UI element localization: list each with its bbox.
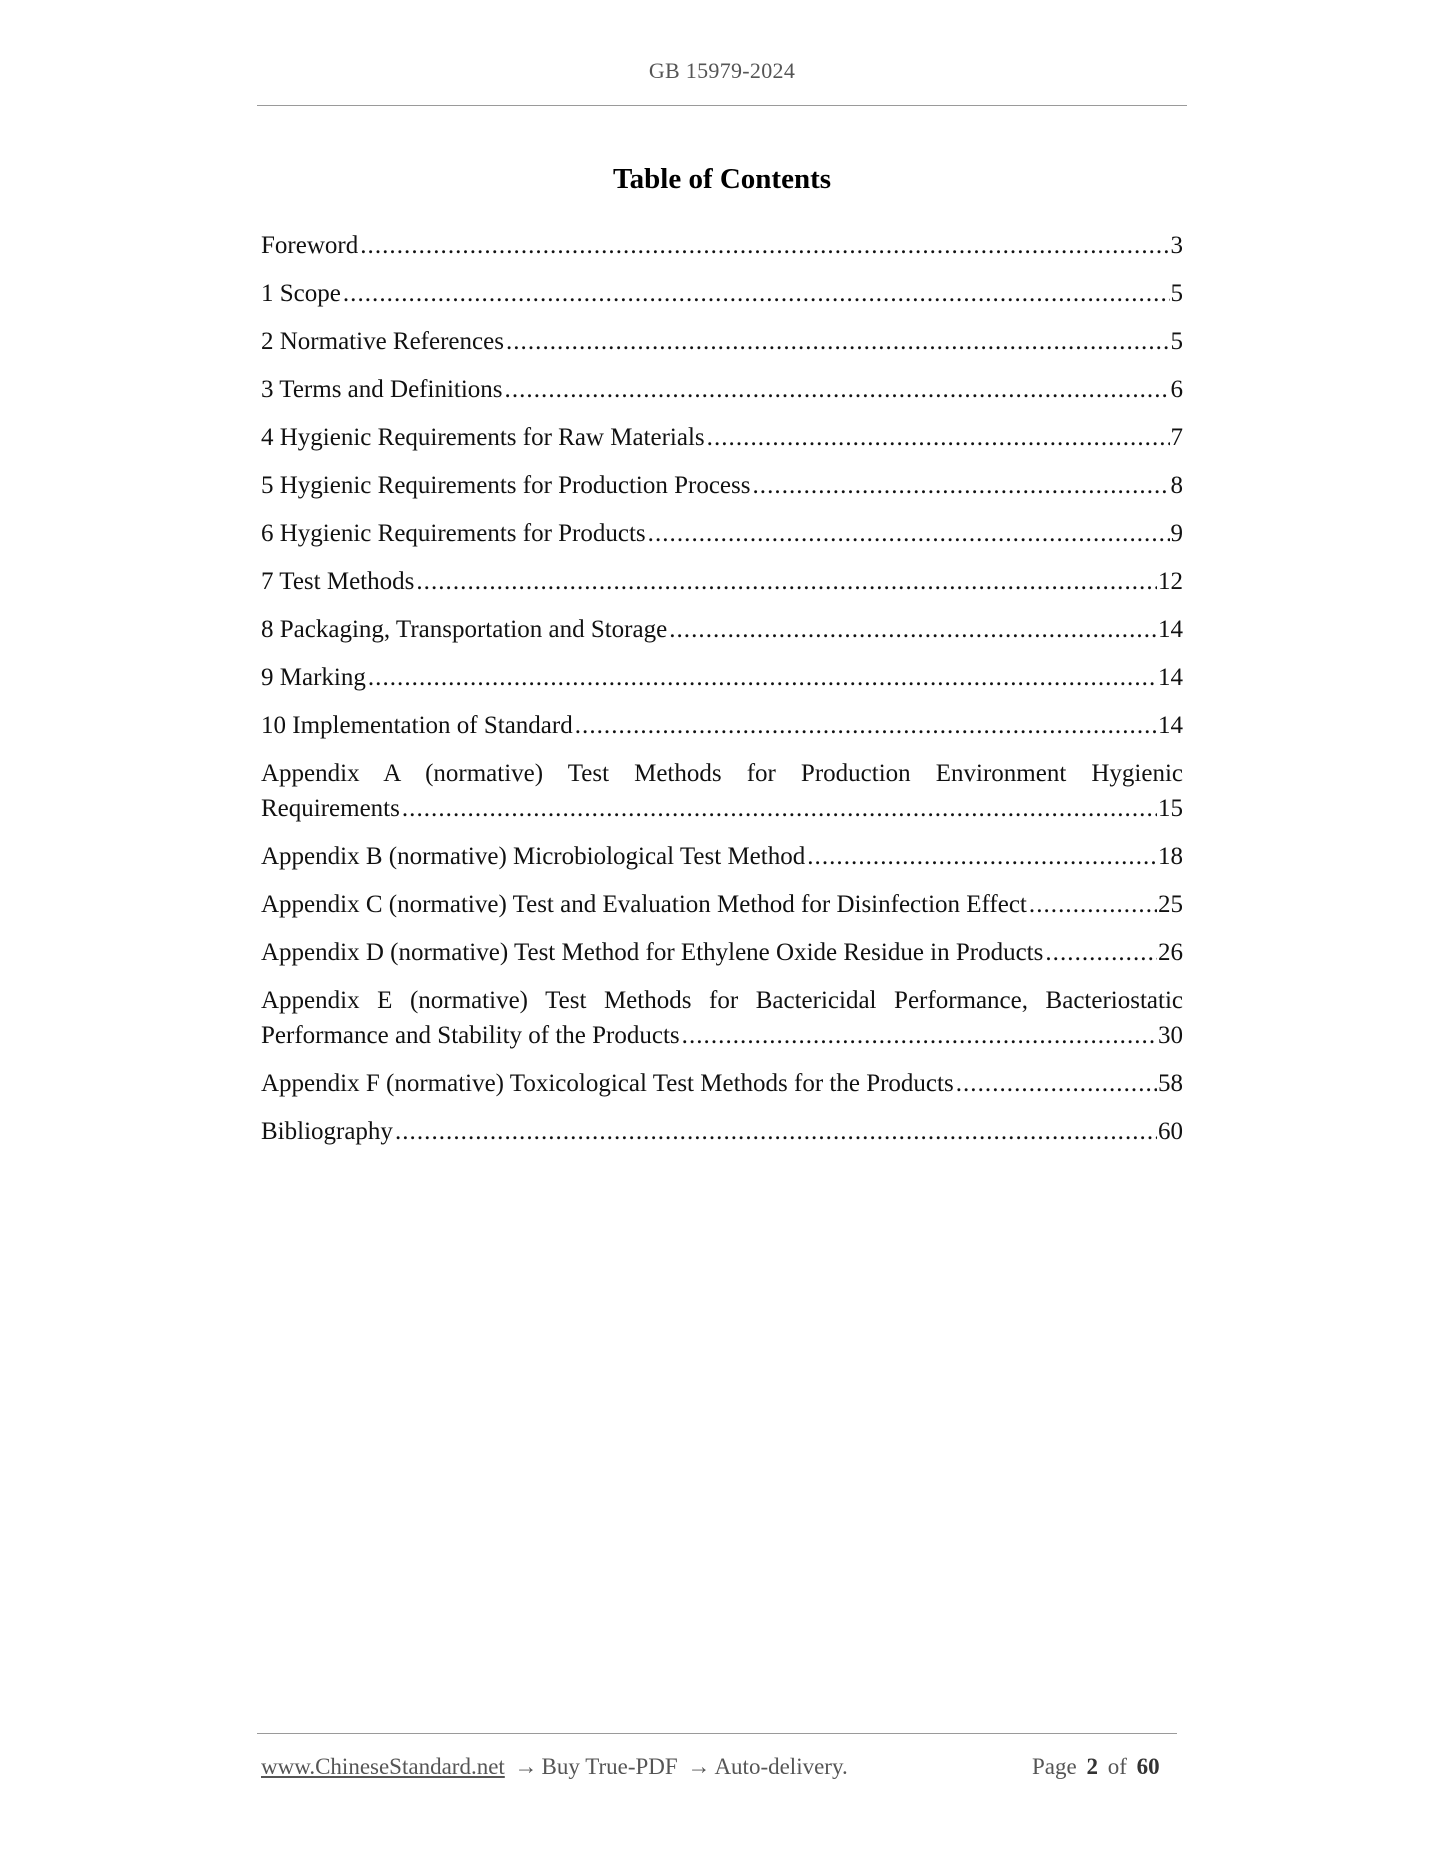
of-word: of <box>1107 1754 1127 1779</box>
toc-dot-leader <box>956 1066 1157 1101</box>
toc-entry-label: 3 Terms and Definitions <box>261 376 503 403</box>
toc-entry-page: 8 <box>1170 472 1183 499</box>
toc-entry[interactable] <box>261 935 1183 970</box>
toc-entry-page: 14 <box>1158 616 1183 643</box>
footer-divider <box>257 1733 1177 1734</box>
toc-entry-label-line1: Appendix A (normative) Test Methods for Production Environment Hygienic <box>261 760 1183 787</box>
site-link[interactable]: www.ChineseStandard.net <box>261 1754 505 1779</box>
toc-dot-leader <box>416 564 1157 599</box>
toc-dot-leader <box>1045 935 1157 970</box>
arrow-right-icon: → <box>687 1754 711 1779</box>
toc-entry-page: 18 <box>1158 843 1183 870</box>
toc-entry-label-line2: Requirements <box>261 795 400 822</box>
total-page-count: 60 <box>1136 1754 1160 1779</box>
toc-dot-leader <box>506 324 1170 359</box>
toc-entry[interactable] <box>261 228 1183 263</box>
toc-dot-leader <box>807 839 1157 874</box>
toc-entry[interactable] <box>261 564 1183 599</box>
toc-entry-page: 15 <box>1158 795 1183 822</box>
toc-entry-label: 10 Implementation of Standard <box>261 712 573 739</box>
arrow-right-icon: → <box>514 1754 538 1779</box>
toc-entry-line2 <box>261 1018 1183 1053</box>
toc-dot-leader <box>368 660 1157 695</box>
toc-entry-label: Bibliography <box>261 1118 393 1145</box>
toc-dot-leader <box>1029 887 1157 922</box>
toc-entry[interactable] <box>261 983 1183 1053</box>
toc-dot-leader <box>753 468 1170 503</box>
toc-entry[interactable] <box>261 372 1183 407</box>
toc-entry-label: 1 Scope <box>261 280 341 307</box>
toc-entry-page: 30 <box>1158 1022 1183 1049</box>
toc-entry-page: 60 <box>1158 1118 1183 1145</box>
toc-dot-leader <box>669 612 1157 647</box>
toc-dot-leader <box>648 516 1170 551</box>
toc-entry[interactable] <box>261 516 1183 551</box>
footer-promo <box>261 1754 848 1780</box>
toc-dot-leader <box>682 1018 1157 1053</box>
toc-entry-page: 6 <box>1170 376 1183 403</box>
page-indicator <box>1032 1754 1160 1780</box>
toc-dot-leader <box>343 276 1170 311</box>
toc-entry-label: Foreword <box>261 232 359 259</box>
toc-entry[interactable] <box>261 887 1183 922</box>
toc-entry-label: 6 Hygienic Requirements for Products <box>261 520 646 547</box>
toc-entry-label: 5 Hygienic Requirements for Production Process <box>261 472 751 499</box>
toc-entry[interactable] <box>261 420 1183 455</box>
toc-entry-label: Appendix C (normative) Test and Evaluation Method for Disinfection Effect <box>261 891 1027 918</box>
toc-entry-label: 9 Marking <box>261 664 366 691</box>
toc-entry-page: 9 <box>1170 520 1183 547</box>
toc-entry-page: 14 <box>1158 712 1183 739</box>
buy-true-pdf-text: Buy True-PDF <box>541 1754 678 1779</box>
toc-entry[interactable] <box>261 1066 1183 1101</box>
header-divider <box>257 105 1187 106</box>
toc-dot-leader <box>575 708 1157 743</box>
toc-entry[interactable] <box>261 839 1183 874</box>
toc-entry-label: 4 Hygienic Requirements for Raw Materials <box>261 424 705 451</box>
toc-dot-leader <box>707 420 1170 455</box>
toc-entry-label-line2: Performance and Stability of the Products <box>261 1022 680 1049</box>
toc-entry[interactable] <box>261 276 1183 311</box>
toc-entry-label: 7 Test Methods <box>261 568 415 595</box>
toc-entry[interactable] <box>261 468 1183 503</box>
page-word: Page <box>1032 1754 1077 1779</box>
toc-entry-page: 3 <box>1170 232 1183 259</box>
toc-entry-line2 <box>261 791 1183 826</box>
toc-dot-leader <box>505 372 1170 407</box>
toc-entry-label: Appendix D (normative) Test Method for Ethylene Oxide Residue in Products <box>261 939 1044 966</box>
running-header: GB 15979-2024 <box>648 58 796 83</box>
toc-entry-page: 58 <box>1158 1070 1183 1097</box>
toc-entry-page: 12 <box>1158 568 1183 595</box>
toc-entry[interactable] <box>261 708 1183 743</box>
toc-entry-page: 14 <box>1158 664 1183 691</box>
table-of-contents <box>261 228 1183 1162</box>
toc-entry-label: 8 Packaging, Transportation and Storage <box>261 616 668 643</box>
toc-dot-leader <box>360 228 1169 263</box>
toc-entry-page: 26 <box>1158 939 1183 966</box>
toc-dot-leader <box>395 1114 1157 1149</box>
toc-entry-label: Appendix F (normative) Toxicological Test Methods for the Products <box>261 1070 954 1097</box>
toc-entry-page: 25 <box>1158 891 1183 918</box>
current-page-number: 2 <box>1086 1754 1098 1779</box>
toc-entry-label: Appendix B (normative) Microbiological Test Method <box>261 843 806 870</box>
auto-delivery-text: Auto-delivery. <box>714 1754 848 1779</box>
toc-entry[interactable] <box>261 324 1183 359</box>
toc-entry-page: 5 <box>1170 328 1183 355</box>
toc-entry-page: 7 <box>1170 424 1183 451</box>
toc-entry-label: 2 Normative References <box>261 328 504 355</box>
toc-entry-label-line1: Appendix E (normative) Test Methods for Bactericidal Performance, Bacteriostatic <box>261 987 1183 1014</box>
toc-entry[interactable] <box>261 660 1183 695</box>
toc-dot-leader <box>402 791 1157 826</box>
toc-entry[interactable] <box>261 756 1183 826</box>
toc-entry-page: 5 <box>1170 280 1183 307</box>
toc-entry[interactable] <box>261 612 1183 647</box>
toc-title: Table of Contents <box>612 163 832 195</box>
toc-entry[interactable] <box>261 1114 1183 1149</box>
